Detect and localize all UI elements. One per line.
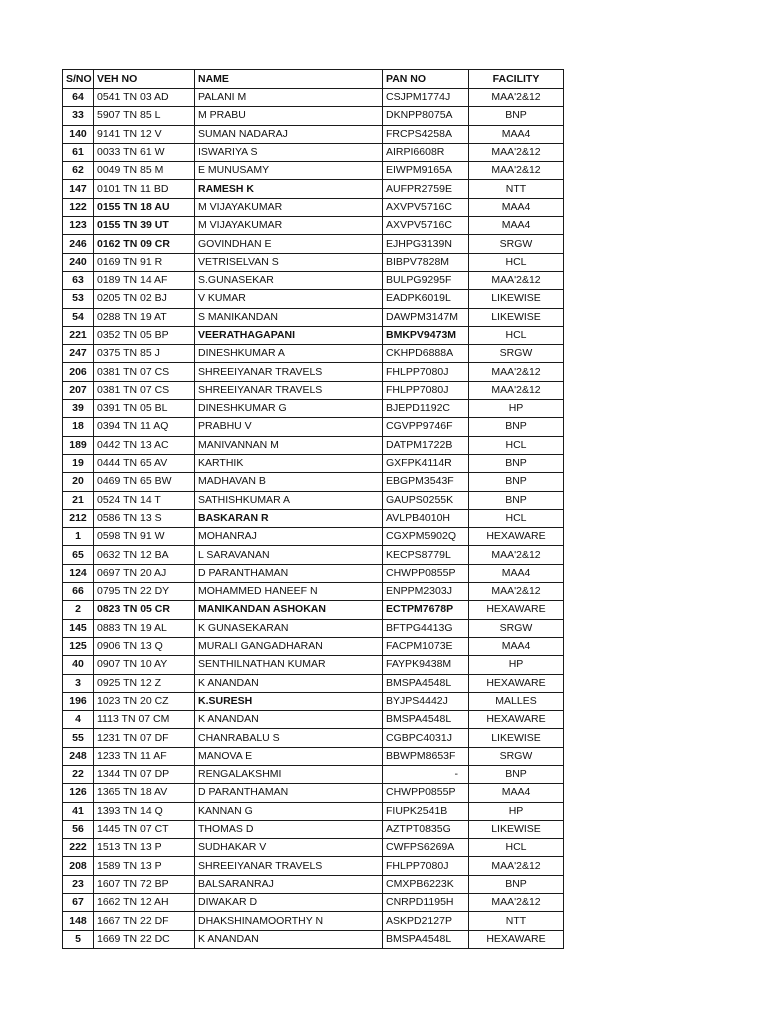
row-veh-no: 0697 TN 20 AJ (94, 564, 195, 582)
row-facility: MAA4 (469, 637, 564, 655)
table-row (63, 674, 564, 692)
table-row (63, 253, 564, 271)
row-name: CHANRABALU S (195, 729, 383, 747)
row-facility: HEXAWARE (469, 674, 564, 692)
row-name: SATHISHKUMAR A (195, 491, 383, 509)
row-facility: HEXAWARE (469, 711, 564, 729)
header-name: NAME (195, 70, 383, 89)
row-veh-no: 0169 TN 91 R (94, 253, 195, 271)
table-row (63, 930, 564, 948)
row-name: SUDHAKAR V (195, 839, 383, 857)
row-pan-no: FHLPP7080J (383, 857, 469, 875)
row-pan-no: BIBPV7828M (383, 253, 469, 271)
row-veh-no: 1669 TN 22 DC (94, 930, 195, 948)
row-name: S MANIKANDAN (195, 308, 383, 326)
row-facility: MAA'2&12 (469, 857, 564, 875)
row-facility: BNP (469, 107, 564, 125)
row-name: MADHAVAN B (195, 473, 383, 491)
table-row (63, 290, 564, 308)
row-name: D PARANTHAMAN (195, 564, 383, 582)
row-facility: BNP (469, 765, 564, 783)
row-veh-no: 0442 TN 13 AC (94, 436, 195, 454)
row-facility: LIKEWISE (469, 308, 564, 326)
row-pan-no: BMKPV9473M (383, 326, 469, 344)
table-row (63, 162, 564, 180)
row-sno: 212 (63, 509, 94, 527)
row-pan-no: AIRPI6608R (383, 143, 469, 161)
row-pan-no: CGVPP9746F (383, 418, 469, 436)
row-veh-no: 0883 TN 19 AL (94, 619, 195, 637)
table-row (63, 271, 564, 289)
row-facility: NTT (469, 912, 564, 930)
row-sno: 62 (63, 162, 94, 180)
header-row (63, 70, 564, 89)
row-pan-no: CKHPD6888A (383, 345, 469, 363)
row-name: MANIVANNAN M (195, 436, 383, 454)
row-facility: NTT (469, 180, 564, 198)
row-veh-no: 0381 TN 07 CS (94, 363, 195, 381)
row-pan-no: BYJPS4442J (383, 692, 469, 710)
row-pan-no: FAYPK9438M (383, 656, 469, 674)
table-row (63, 363, 564, 381)
row-pan-no: - (383, 765, 469, 783)
row-name: E MUNUSAMY (195, 162, 383, 180)
row-facility: LIKEWISE (469, 729, 564, 747)
table-row (63, 198, 564, 216)
row-pan-no: DAWPM3147M (383, 308, 469, 326)
row-sno: 4 (63, 711, 94, 729)
row-pan-no: FHLPP7080J (383, 381, 469, 399)
row-name: KANNAN G (195, 802, 383, 820)
table-row (63, 491, 564, 509)
row-pan-no: CHWPP0855P (383, 784, 469, 802)
row-sno: 196 (63, 692, 94, 710)
row-veh-no: 0155 TN 39 UT (94, 217, 195, 235)
row-pan-no: DATPM1722B (383, 436, 469, 454)
table-row (63, 143, 564, 161)
row-veh-no: 0906 TN 13 Q (94, 637, 195, 655)
row-veh-no: 0205 TN 02 BJ (94, 290, 195, 308)
table-row (63, 180, 564, 198)
row-facility: BNP (469, 473, 564, 491)
row-name: K ANANDAN (195, 930, 383, 948)
vehicle-table (62, 69, 564, 949)
row-sno: 248 (63, 747, 94, 765)
row-veh-no: 0795 TN 22 DY (94, 583, 195, 601)
row-name: MURALI GANGADHARAN (195, 637, 383, 655)
row-name: PALANI M (195, 89, 383, 107)
row-pan-no: EJHPG3139N (383, 235, 469, 253)
row-veh-no: 1344 TN 07 DP (94, 765, 195, 783)
row-pan-no: GAUPS0255K (383, 491, 469, 509)
table-row (63, 802, 564, 820)
row-sno: 247 (63, 345, 94, 363)
row-name: M PRABU (195, 107, 383, 125)
row-veh-no: 1662 TN 12 AH (94, 894, 195, 912)
row-facility: BNP (469, 491, 564, 509)
table-row (63, 729, 564, 747)
row-name: DIWAKAR D (195, 894, 383, 912)
row-veh-no: 1513 TN 13 P (94, 839, 195, 857)
row-veh-no: 0541 TN 03 AD (94, 89, 195, 107)
table-row (63, 107, 564, 125)
row-veh-no: 1607 TN 72 BP (94, 875, 195, 893)
row-pan-no: EIWPM9165A (383, 162, 469, 180)
row-facility: BNP (469, 875, 564, 893)
table-row (63, 418, 564, 436)
row-facility: HCL (469, 253, 564, 271)
row-veh-no: 5907 TN 85 L (94, 107, 195, 125)
row-pan-no: DKNPP8075A (383, 107, 469, 125)
row-pan-no: BFTPG4413G (383, 619, 469, 637)
row-pan-no: AXVPV5716C (383, 198, 469, 216)
row-facility: MAA4 (469, 564, 564, 582)
row-sno: 40 (63, 656, 94, 674)
row-sno: 61 (63, 143, 94, 161)
row-facility: MALLES (469, 692, 564, 710)
table-row (63, 619, 564, 637)
row-pan-no: AZTPT0835G (383, 820, 469, 838)
row-name: DHAKSHINAMOORTHY N (195, 912, 383, 930)
row-veh-no: 0352 TN 05 BP (94, 326, 195, 344)
row-facility: HEXAWARE (469, 601, 564, 619)
row-sno: 33 (63, 107, 94, 125)
row-name: MANOVA E (195, 747, 383, 765)
row-pan-no: FHLPP7080J (383, 363, 469, 381)
row-sno: 55 (63, 729, 94, 747)
table-row (63, 345, 564, 363)
row-name: SUMAN NADARAJ (195, 125, 383, 143)
row-sno: 207 (63, 381, 94, 399)
row-veh-no: 0049 TN 85 M (94, 162, 195, 180)
row-name: K ANANDAN (195, 711, 383, 729)
row-facility: MAA'2&12 (469, 894, 564, 912)
row-sno: 189 (63, 436, 94, 454)
table-row (63, 381, 564, 399)
row-pan-no: CWFPS6269A (383, 839, 469, 857)
row-facility: HEXAWARE (469, 528, 564, 546)
row-veh-no: 0394 TN 11 AQ (94, 418, 195, 436)
table-row (63, 564, 564, 582)
row-sno: 67 (63, 894, 94, 912)
row-veh-no: 1667 TN 22 DF (94, 912, 195, 930)
row-facility: MAA'2&12 (469, 271, 564, 289)
table-row (63, 583, 564, 601)
row-facility: SRGW (469, 619, 564, 637)
row-pan-no: CGXPM5902Q (383, 528, 469, 546)
row-facility: SRGW (469, 345, 564, 363)
header-facility: FACILITY (469, 70, 564, 89)
row-pan-no: BBWPM8653F (383, 747, 469, 765)
row-veh-no: 0823 TN 05 CR (94, 601, 195, 619)
row-sno: 208 (63, 857, 94, 875)
row-veh-no: 0586 TN 13 S (94, 509, 195, 527)
row-facility: HP (469, 400, 564, 418)
table-row (63, 89, 564, 107)
row-pan-no: FIUPK2541B (383, 802, 469, 820)
table-row (63, 857, 564, 875)
row-sno: 41 (63, 802, 94, 820)
row-sno: 23 (63, 875, 94, 893)
row-facility: MAA'2&12 (469, 381, 564, 399)
row-name: K.SURESH (195, 692, 383, 710)
row-pan-no: BMSPA4548L (383, 930, 469, 948)
row-sno: 19 (63, 454, 94, 472)
row-sno: 125 (63, 637, 94, 655)
row-name: RAMESH K (195, 180, 383, 198)
row-pan-no: CGBPC4031J (383, 729, 469, 747)
table-row (63, 400, 564, 418)
row-sno: 22 (63, 765, 94, 783)
row-pan-no: BJEPD1192C (383, 400, 469, 418)
row-sno: 126 (63, 784, 94, 802)
table-row (63, 454, 564, 472)
row-veh-no: 0101 TN 11 BD (94, 180, 195, 198)
row-name: ISWARIYA S (195, 143, 383, 161)
row-name: K ANANDAN (195, 674, 383, 692)
row-pan-no: AVLPB4010H (383, 509, 469, 527)
row-sno: 140 (63, 125, 94, 143)
row-name: D PARANTHAMAN (195, 784, 383, 802)
table-row (63, 509, 564, 527)
row-facility: MAA'2&12 (469, 162, 564, 180)
row-pan-no: CNRPD1195H (383, 894, 469, 912)
row-pan-no: ECTPM7678P (383, 601, 469, 619)
row-facility: LIKEWISE (469, 820, 564, 838)
row-veh-no: 0632 TN 12 BA (94, 546, 195, 564)
row-pan-no: EBGPM3543F (383, 473, 469, 491)
row-veh-no: 0444 TN 65 AV (94, 454, 195, 472)
row-name: MOHAMMED HANEEF N (195, 583, 383, 601)
table-row (63, 765, 564, 783)
row-pan-no: BULPG9295F (383, 271, 469, 289)
row-sno: 145 (63, 619, 94, 637)
row-facility: MAA4 (469, 217, 564, 235)
row-name: DINESHKUMAR G (195, 400, 383, 418)
row-sno: 124 (63, 564, 94, 582)
row-facility: HCL (469, 839, 564, 857)
row-veh-no: 1231 TN 07 DF (94, 729, 195, 747)
row-facility: BNP (469, 454, 564, 472)
row-veh-no: 0598 TN 91 W (94, 528, 195, 546)
table-row (63, 473, 564, 491)
row-facility: MAA'2&12 (469, 546, 564, 564)
row-facility: MAA4 (469, 198, 564, 216)
row-name: PRABHU V (195, 418, 383, 436)
row-sno: 221 (63, 326, 94, 344)
row-name: BASKARAN R (195, 509, 383, 527)
row-sno: 148 (63, 912, 94, 930)
row-veh-no: 0925 TN 12 Z (94, 674, 195, 692)
row-facility: HP (469, 802, 564, 820)
row-sno: 39 (63, 400, 94, 418)
row-name: SHREEIYANAR TRAVELS (195, 857, 383, 875)
row-veh-no: 0375 TN 85 J (94, 345, 195, 363)
row-name: L SARAVANAN (195, 546, 383, 564)
row-facility: HP (469, 656, 564, 674)
table-row (63, 436, 564, 454)
row-name: VETRISELVAN S (195, 253, 383, 271)
row-pan-no: CHWPP0855P (383, 564, 469, 582)
table-row (63, 912, 564, 930)
row-pan-no: BMSPA4548L (383, 711, 469, 729)
row-facility: MAA'2&12 (469, 143, 564, 161)
header-sno: S/NO (63, 70, 94, 89)
row-veh-no: 9141 TN 12 V (94, 125, 195, 143)
row-name: VEERATHAGAPANI (195, 326, 383, 344)
row-veh-no: 0391 TN 05 BL (94, 400, 195, 418)
row-facility: SRGW (469, 235, 564, 253)
table-row (63, 217, 564, 235)
row-name: MOHANRAJ (195, 528, 383, 546)
row-name: K GUNASEKARAN (195, 619, 383, 637)
row-pan-no: AXVPV5716C (383, 217, 469, 235)
row-pan-no: CSJPM1774J (383, 89, 469, 107)
table-row (63, 656, 564, 674)
row-sno: 147 (63, 180, 94, 198)
row-sno: 5 (63, 930, 94, 948)
table-row (63, 528, 564, 546)
row-facility: HCL (469, 326, 564, 344)
row-sno: 53 (63, 290, 94, 308)
row-sno: 64 (63, 89, 94, 107)
row-sno: 240 (63, 253, 94, 271)
row-name: SHREEIYANAR TRAVELS (195, 381, 383, 399)
row-pan-no: BMSPA4548L (383, 674, 469, 692)
header-pan-no: PAN NO (383, 70, 469, 89)
row-sno: 122 (63, 198, 94, 216)
row-pan-no: GXFPK4114R (383, 454, 469, 472)
row-name: GOVINDHAN E (195, 235, 383, 253)
row-facility: MAA4 (469, 125, 564, 143)
table-row (63, 839, 564, 857)
row-facility: BNP (469, 418, 564, 436)
table-row (63, 894, 564, 912)
table-row (63, 875, 564, 893)
row-veh-no: 1445 TN 07 CT (94, 820, 195, 838)
row-facility: MAA'2&12 (469, 583, 564, 601)
row-pan-no: ASKPD2127P (383, 912, 469, 930)
row-sno: 56 (63, 820, 94, 838)
row-veh-no: 1113 TN 07 CM (94, 711, 195, 729)
row-veh-no: 0907 TN 10 AY (94, 656, 195, 674)
table-row (63, 692, 564, 710)
row-veh-no: 1393 TN 14 Q (94, 802, 195, 820)
row-sno: 2 (63, 601, 94, 619)
table-row (63, 747, 564, 765)
row-veh-no: 1365 TN 18 AV (94, 784, 195, 802)
row-sno: 123 (63, 217, 94, 235)
row-pan-no: ENPPM2303J (383, 583, 469, 601)
row-name: M VIJAYAKUMAR (195, 198, 383, 216)
table-row (63, 546, 564, 564)
table-row (63, 784, 564, 802)
header-veh-no: VEH NO (94, 70, 195, 89)
row-veh-no: 0033 TN 61 W (94, 143, 195, 161)
row-facility: HEXAWARE (469, 930, 564, 948)
row-pan-no: FRCPS4258A (383, 125, 469, 143)
row-name: SHREEIYANAR TRAVELS (195, 363, 383, 381)
table-body (63, 89, 564, 949)
row-name: SENTHILNATHAN KUMAR (195, 656, 383, 674)
row-veh-no: 0469 TN 65 BW (94, 473, 195, 491)
row-name: M VIJAYAKUMAR (195, 217, 383, 235)
row-facility: HCL (469, 509, 564, 527)
row-sno: 54 (63, 308, 94, 326)
row-sno: 246 (63, 235, 94, 253)
table-header (63, 70, 564, 89)
row-name: S.GUNASEKAR (195, 271, 383, 289)
row-pan-no: EADPK6019L (383, 290, 469, 308)
row-pan-no: CMXPB6223K (383, 875, 469, 893)
row-veh-no: 0288 TN 19 AT (94, 308, 195, 326)
row-pan-no: FACPM1073E (383, 637, 469, 655)
row-veh-no: 0162 TN 09 CR (94, 235, 195, 253)
table-row (63, 601, 564, 619)
row-veh-no: 1233 TN 11 AF (94, 747, 195, 765)
row-sno: 1 (63, 528, 94, 546)
row-sno: 18 (63, 418, 94, 436)
row-facility: MAA'2&12 (469, 89, 564, 107)
row-sno: 20 (63, 473, 94, 491)
row-facility: LIKEWISE (469, 290, 564, 308)
row-sno: 63 (63, 271, 94, 289)
row-pan-no: KECPS8779L (383, 546, 469, 564)
table-row (63, 711, 564, 729)
row-facility: MAA4 (469, 784, 564, 802)
row-veh-no: 0524 TN 14 T (94, 491, 195, 509)
row-veh-no: 1589 TN 13 P (94, 857, 195, 875)
table-row (63, 637, 564, 655)
row-veh-no: 0381 TN 07 CS (94, 381, 195, 399)
row-sno: 3 (63, 674, 94, 692)
row-name: V KUMAR (195, 290, 383, 308)
row-name: DINESHKUMAR A (195, 345, 383, 363)
row-name: RENGALAKSHMI (195, 765, 383, 783)
row-sno: 206 (63, 363, 94, 381)
table-row (63, 308, 564, 326)
row-sno: 21 (63, 491, 94, 509)
row-veh-no: 1023 TN 20 CZ (94, 692, 195, 710)
row-name: MANIKANDAN ASHOKAN (195, 601, 383, 619)
table-row (63, 125, 564, 143)
row-sno: 65 (63, 546, 94, 564)
table-row (63, 235, 564, 253)
row-sno: 66 (63, 583, 94, 601)
row-facility: MAA'2&12 (469, 363, 564, 381)
row-name: BALSARANRAJ (195, 875, 383, 893)
row-facility: HCL (469, 436, 564, 454)
table-row (63, 820, 564, 838)
row-veh-no: 0155 TN 18 AU (94, 198, 195, 216)
row-name: THOMAS D (195, 820, 383, 838)
row-name: KARTHIK (195, 454, 383, 472)
row-facility: SRGW (469, 747, 564, 765)
row-veh-no: 0189 TN 14 AF (94, 271, 195, 289)
table-row (63, 326, 564, 344)
row-sno: 222 (63, 839, 94, 857)
row-pan-no: AUFPR2759E (383, 180, 469, 198)
